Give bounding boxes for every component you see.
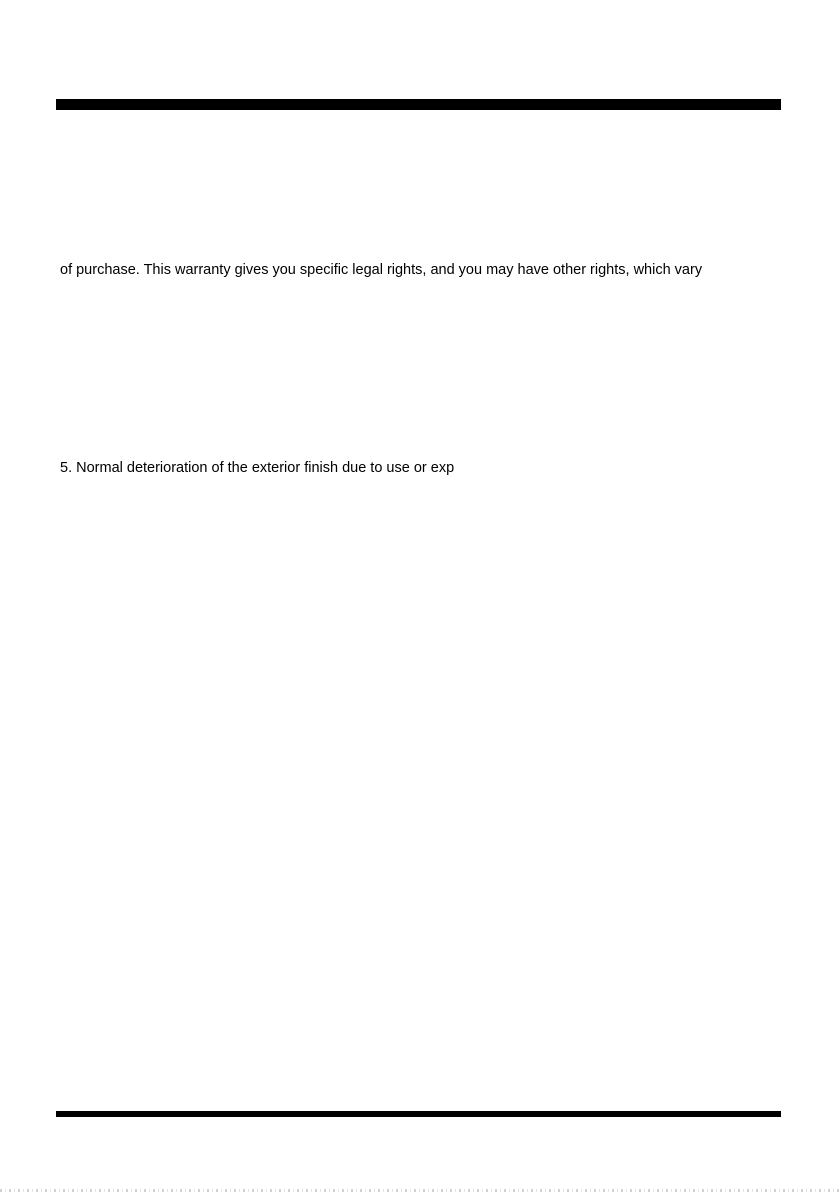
bottom-rule: [56, 1111, 781, 1117]
top-rule: [56, 99, 781, 110]
warranty-rights-text-line: of purchase. This warranty gives you specific legal rights, and you may have other rights, which vary: [60, 262, 703, 278]
exclusion-item-5-text-line: 5. Normal deterioration of the exterior finish due to use or exp: [60, 460, 455, 476]
